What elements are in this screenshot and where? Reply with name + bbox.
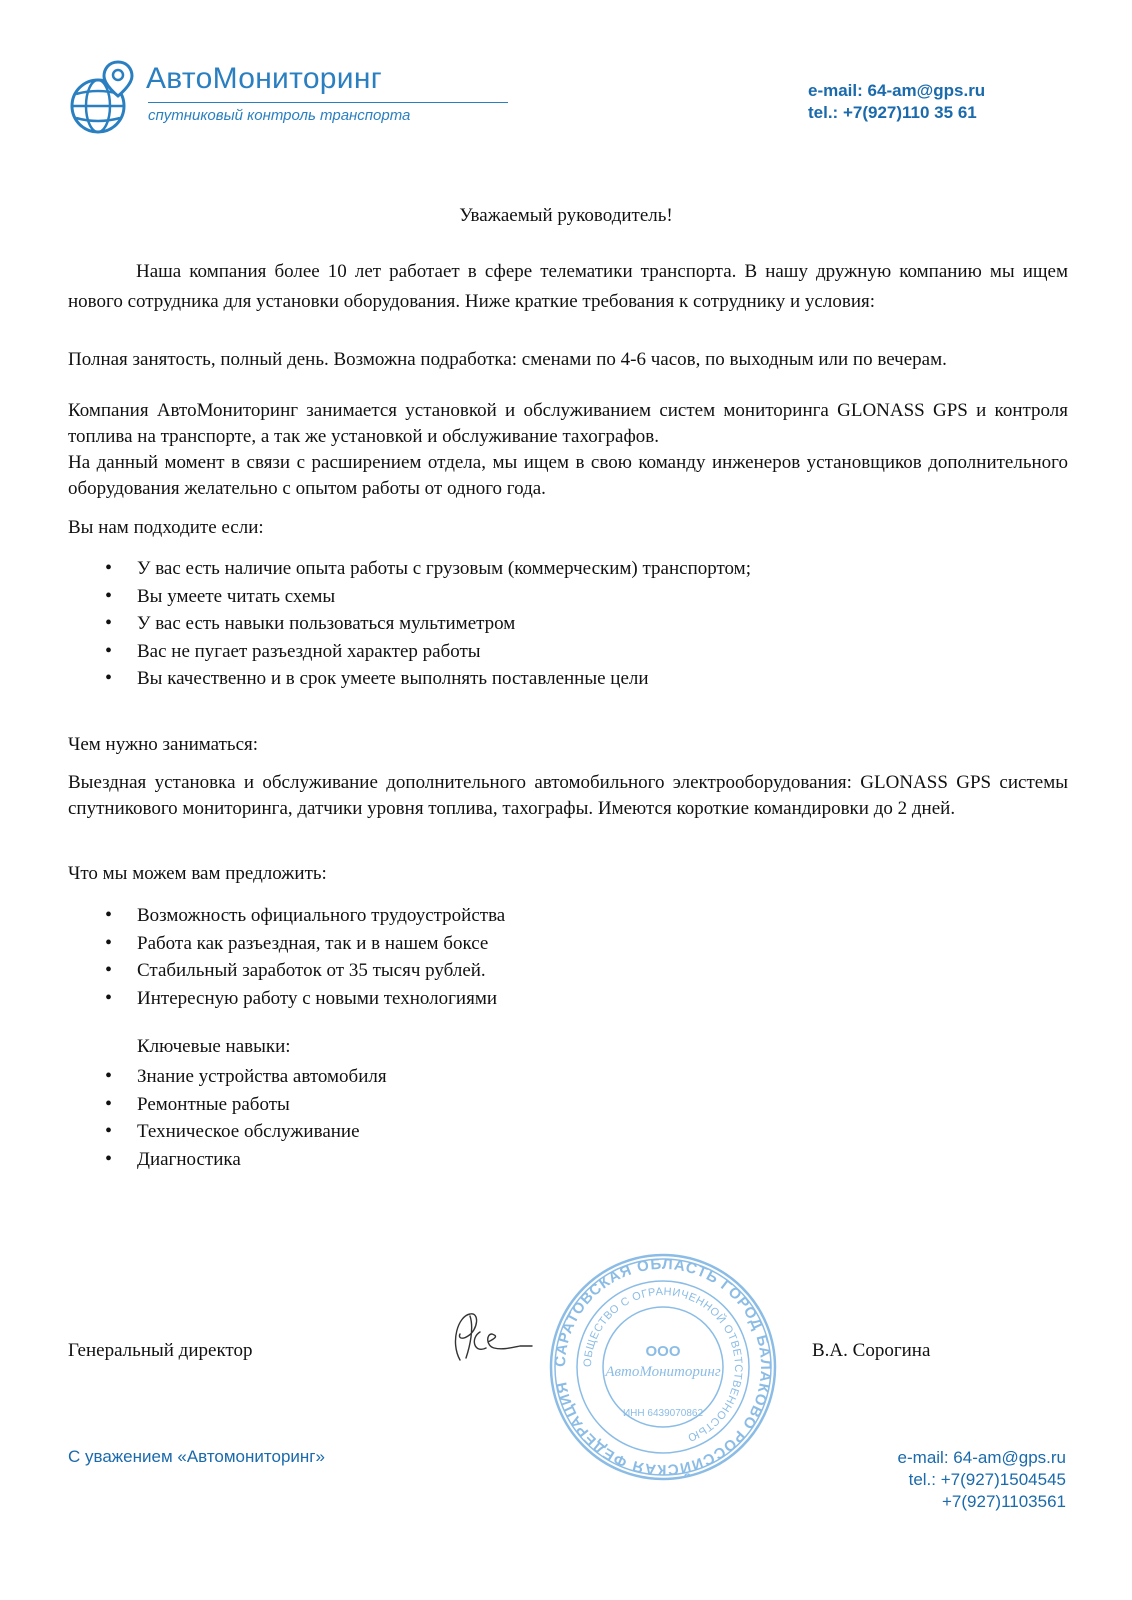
logo-divider [148, 102, 508, 103]
list-item: • У вас есть наличие опыта работы с грузовым (коммерческим) транспортом; [105, 555, 1005, 583]
list-item: • Вас не пугает разъездной характер работы [105, 638, 1005, 666]
footer-tel-2: +7(927)1103561 [942, 1492, 1066, 1511]
company-about-paragraph: Компания АвтоМониторинг занимается установкой и обслуживанием систем мониторинга GLONASS GPS и контроля топлива на транспорте, а так же установкой и обслуживание тахографов. [68, 400, 1068, 447]
offer-list [105, 902, 1005, 1012]
footer-regards: С уважением «Автомониторинг» [68, 1447, 325, 1466]
greeting: Уважаемый руководитель! [459, 205, 673, 226]
duties-heading: Чем нужно заниматься: [68, 734, 259, 755]
list-item: • Диагностика [105, 1146, 1005, 1174]
list-item: • Возможность официального трудоустройства [105, 902, 1005, 930]
header-tel-line [808, 102, 985, 124]
list-item: • Вы качественно и в срок умеете выполнять поставленные цели [105, 665, 1005, 693]
list-item: • Ремонтные работы [105, 1091, 1005, 1119]
header-contacts [808, 80, 985, 124]
footer-email-label: e-mail: [897, 1448, 949, 1467]
list-item: • Техническое обслуживание [105, 1118, 1005, 1146]
employment-paragraph: Полная занятость, полный день. Возможна подработка: сменами по 4-6 часов, по выходным или по вечерам. [68, 349, 947, 370]
intro-paragraph: Наша компания более 10 лет работает в сфере телематики транспорта. В нашу дружную компанию мы ищем нового сотрудника для установки оборудования. Ниже краткие требования к сотруднику и условия: [68, 261, 1068, 312]
list-item: • Работа как разъездная, так и в нашем боксе [105, 930, 1005, 958]
list-item: • Вы умеете читать схемы [105, 583, 1005, 611]
logo-subtitle: спутниковый контроль транспорта [148, 107, 411, 124]
footer-email-link[interactable]: 64-am@gps.ru [953, 1448, 1066, 1467]
list-item: • Знание устройства автомобиля [105, 1063, 1005, 1091]
company-stamp [548, 1252, 778, 1482]
duties-paragraph: Выездная установка и обслуживание дополнительного автомобильного электрооборудования: GLONASS GPS системы спутникового мониторинга, датчики уровня топлива, тахографы. Имеются короткие командировки до 2 дней. [68, 772, 1068, 819]
list-item: • Интересную работу с новыми технологиями [105, 985, 1005, 1013]
stamp-outer-text: САРАТОВСКАЯ ОБЛАСТЬ ГОРОД БАЛАКОВО РОССИЙСКАЯ ФЕДЕРАЦИЯ [551, 1255, 775, 1479]
header-email-link[interactable]: 64-am@gps.ru [867, 81, 986, 100]
footer-email-line [898, 1447, 1066, 1469]
stamp-inner-text: ОБЩЕСТВО С ОГРАНИЧЕННОЙ ОТВЕТСТВЕННОСТЬЮ [581, 1285, 745, 1444]
skills-list [105, 1063, 1005, 1173]
footer-tel-line [898, 1469, 1066, 1491]
offer-heading: Что мы можем вам предложить: [68, 863, 327, 884]
footer-contacts [898, 1447, 1066, 1513]
fit-list [105, 555, 1005, 693]
skills-heading: Ключевые навыки: [137, 1036, 291, 1057]
company-logo [68, 58, 438, 148]
stamp-center-ooo: ООО [645, 1343, 681, 1360]
globe-pin-icon [68, 58, 138, 138]
logo-title: АвтоМониторинг [146, 62, 382, 95]
footer-tel-label: tel.: [908, 1470, 936, 1489]
header-tel-label: tel.: [808, 103, 839, 122]
footer-tel-1: +7(927)1504545 [940, 1470, 1066, 1489]
list-item: • Стабильный заработок от 35 тысяч рублей. [105, 957, 1005, 985]
stamp-center-company: АвтоМониторинг [605, 1364, 721, 1380]
header-tel-value: +7(927)110 35 61 [842, 103, 977, 122]
fit-heading: Вы нам подходите если: [68, 517, 264, 538]
signatory-name: В.А. Сорогина [812, 1340, 931, 1361]
header-email-label: e-mail [808, 81, 858, 100]
handwritten-signature [440, 1302, 540, 1372]
hiring-note-paragraph: На данный момент в связи с расширением отдела, мы ищем в свою команду инженеров установщиков дополнительного оборудования желательно с опытом работы от одного года. [68, 452, 1068, 499]
stamp-inn: ИНН 6439070862 [622, 1408, 704, 1419]
header-email-line: e-mail: 64-am@gps.ru [808, 81, 986, 100]
signatory-position: Генеральный директор [68, 1340, 253, 1361]
list-item: • У вас есть навыки пользоваться мультиметром [105, 610, 1005, 638]
